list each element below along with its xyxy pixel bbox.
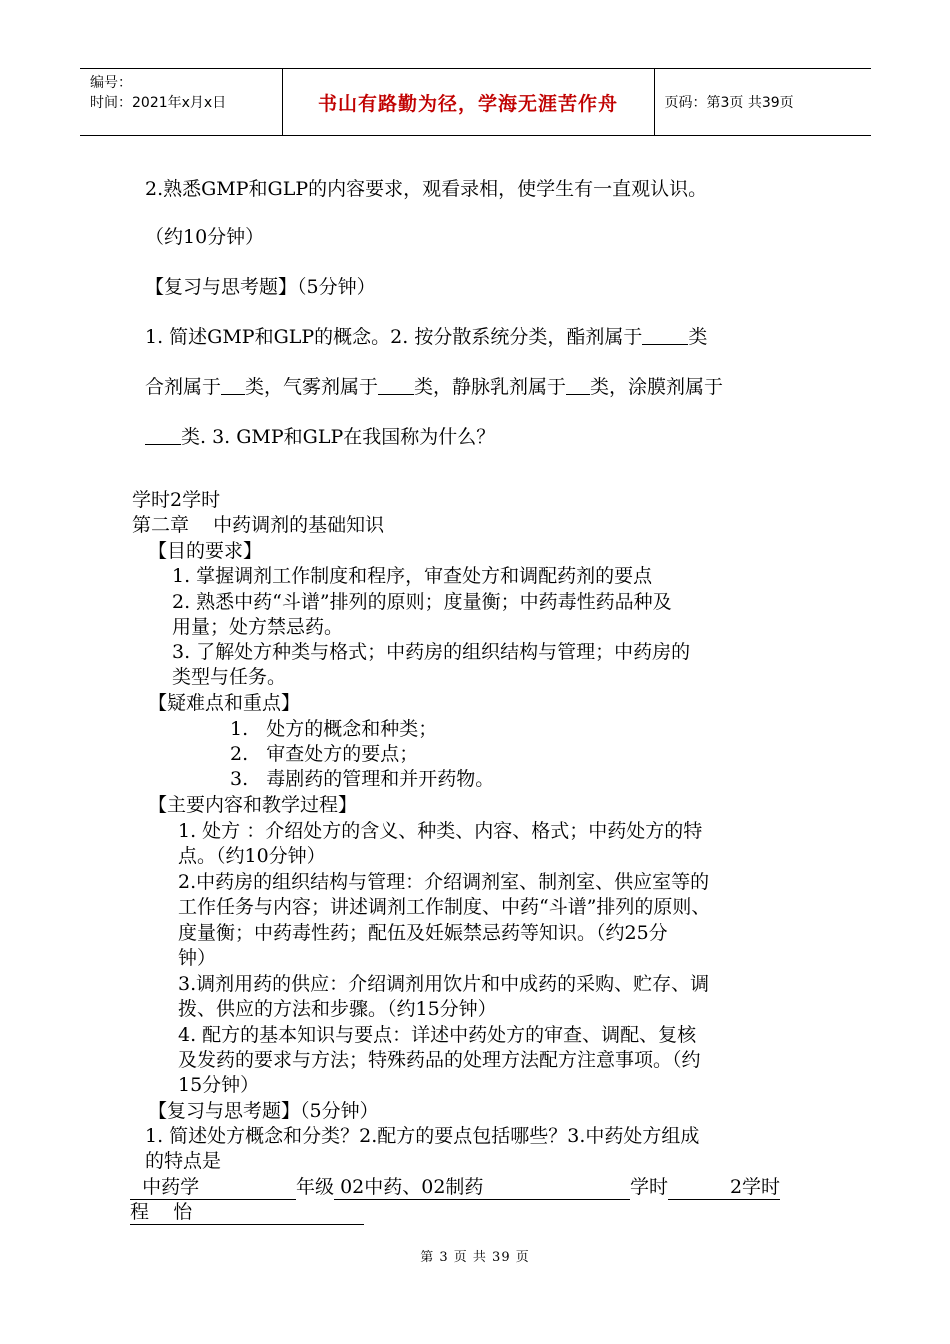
sec2-goal3: 3. 了解处方种类与格式；中药房的组织结构与管理；中药房的: [172, 641, 691, 663]
hours-label: 学时: [630, 1176, 669, 1198]
sec1-item2: 2.熟悉GMP和GLP的内容要求，观看录相，使学生有一直观认识。: [145, 178, 708, 200]
fill-blank: [642, 325, 688, 345]
course-name-field: 中药学: [130, 1172, 296, 1200]
sec1-question-line2: 合剂属于 类，气雾剂属于 类，静脉乳剂属于 类，涂膜剂属于: [145, 376, 724, 398]
course-info-row: [130, 1172, 780, 1200]
sec1-review-heading: 【复习与思考题】（5分钟）: [145, 276, 376, 298]
sec2-main3-cont: 拨、供应的方法和步骤。（约15分钟）: [178, 998, 497, 1020]
sec2-goal3-cont: 类型与任务。: [172, 666, 287, 688]
header-motto: 书山有路勤为径，学海无涯苦作舟: [282, 69, 654, 136]
sec2-main3: 3.调剂用药的供应：介绍调剂用饮片和中成药的采购、贮存、调: [178, 973, 710, 995]
fill-blank: [145, 425, 181, 445]
sec2-key3: 3. 毒剧药的管理和并开药物。: [230, 768, 495, 790]
sec2-review-heading: 【复习与思考题】（5分钟）: [148, 1100, 379, 1122]
sec1-question-line1: 1. 简述GMP和GLP的概念。2. 按分散系统分类，酯剂属于 类: [145, 326, 708, 348]
sec2-review-q1: 1. 简述处方概念和分类？2.配方的要点包括哪些？3.中药处方组成: [145, 1125, 700, 1147]
fill-blank: [378, 375, 414, 395]
sec1-question-line3: 类. 3. GMP和GLP在我国称为什么？: [145, 422, 495, 449]
teacher-field: 程 怡: [130, 1197, 364, 1225]
sec2-main2-cont3: 钟）: [178, 947, 217, 969]
sec2-goal2-cont: 用量；处方禁忌药。: [172, 616, 344, 638]
page-footer: 第 3 页 共 39 页: [420, 1250, 530, 1265]
sec2-key1: 1. 处方的概念和种类；: [230, 718, 438, 740]
hours-field: 2学时: [668, 1172, 780, 1200]
doc-time: 时间：2021年x月x日: [90, 95, 227, 111]
doc-number: 编号：: [90, 75, 132, 91]
sec2-main1: 1. 处方 ：介绍处方的含义、种类、内容、格式；中药处方的特: [178, 820, 703, 842]
sec2-main4-cont1: 及发药的要求与方法；特殊药品的处理方法配方注意事项。（约: [178, 1049, 701, 1071]
sec2-main-heading: 【主要内容和教学过程】: [148, 794, 358, 816]
header-page-code: 页码：第3页 共39页: [654, 69, 871, 136]
sec2-chapter-title: 第二章 中药调剂的基础知识: [132, 514, 385, 536]
fill-blank: [566, 375, 590, 395]
sec2-goal1: 1. 掌握调剂工作制度和程序，审查处方和调配药剂的要点: [172, 565, 653, 587]
sec2-main4: 4. 配方的基本知识与要点：详述中药处方的审查、调配、复核: [178, 1024, 697, 1046]
sec2-review-q1-cont: 的特点是: [145, 1150, 222, 1172]
sec2-key-heading: 【疑难点和重点】: [148, 692, 301, 714]
header-table: [80, 68, 871, 136]
sec2-goal2: 2. 熟悉中药“斗谱”排列的原则；度量衡；中药毒性药品种及: [172, 591, 672, 613]
teacher-row: [130, 1197, 364, 1225]
sec2-main2-cont2: 度量衡；中药毒性药；配伍及妊娠禁忌药等知识。（约25分: [178, 922, 668, 944]
header-left-cell: [80, 69, 282, 136]
sec2-key2: 2. 审查处方的要点；: [230, 743, 419, 765]
grade-field: 02中药、02制药: [334, 1172, 630, 1200]
sec2-main1-cont: 点。（约10分钟）: [178, 845, 326, 867]
sec2-hours: 学时2学时: [132, 489, 221, 511]
sec2-goal-heading: 【目的要求】: [148, 540, 263, 562]
sec1-item2-time: （约10分钟）: [145, 226, 265, 248]
sec2-main2-cont1: 工作任务与内容；讲述调剂工作制度、中药“斗谱”排列的原则、: [178, 896, 711, 918]
grade-label: 年级: [296, 1176, 335, 1198]
sec2-main2: 2.中药房的组织结构与管理：介绍调剂室、制剂室、供应室等的: [178, 871, 710, 893]
fill-blank: [221, 375, 245, 395]
sec2-main4-cont2: 15分钟）: [178, 1074, 260, 1096]
